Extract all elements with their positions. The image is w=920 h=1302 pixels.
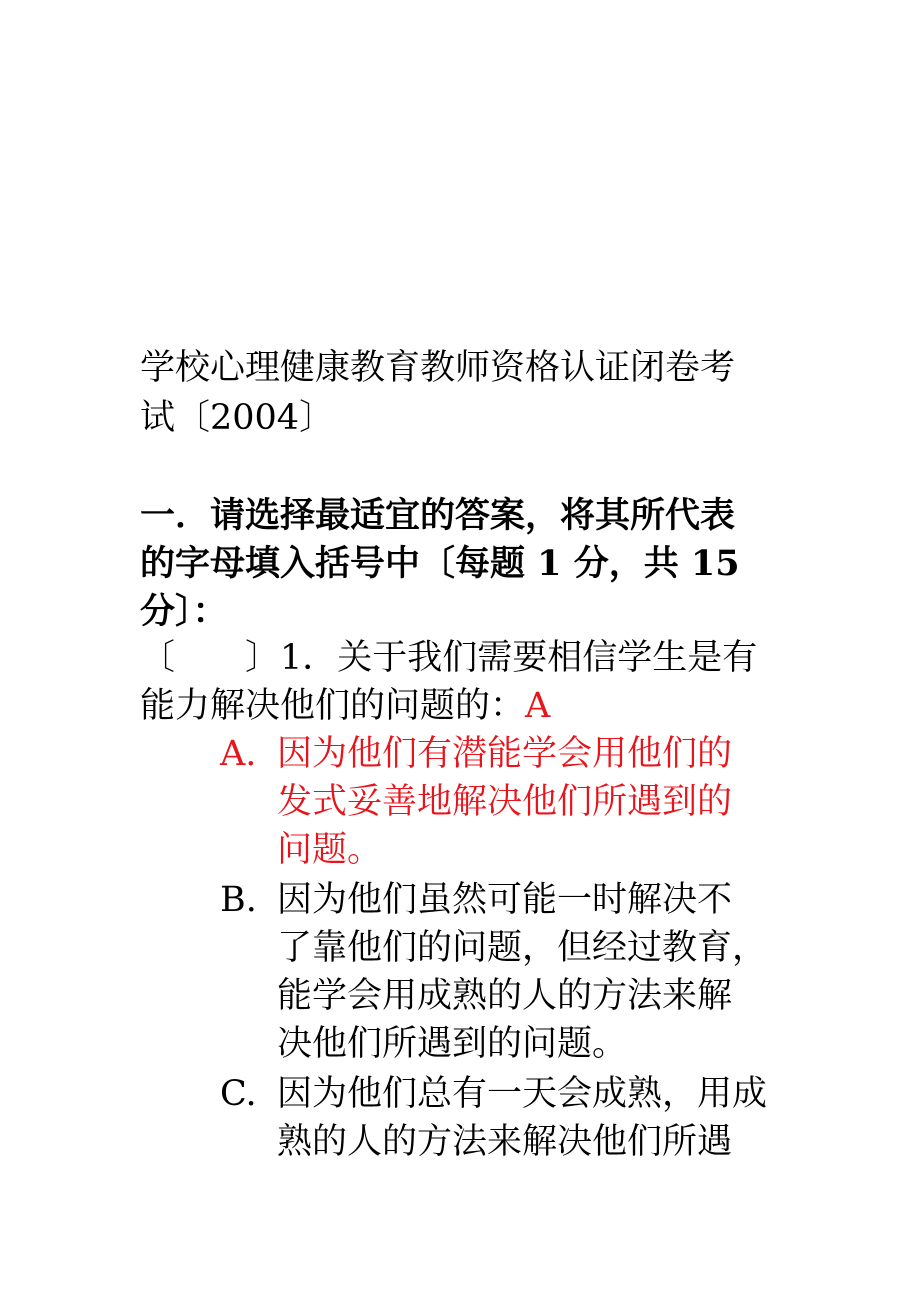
section-heading-line-2: 的字母填入括号中〔每题 1 分，共 15: [140, 543, 740, 584]
question-1-stem-line-1: 〔 〕1．关于我们需要相信学生是有: [140, 638, 758, 678]
option-b-line-1: 因为他们虽然可能一时解决不: [277, 880, 733, 920]
option-a-line-2: 发式妥善地解决他们所遇到的: [277, 782, 733, 822]
option-c-letter: C.: [220, 1074, 257, 1114]
option-c-line-1: 因为他们总有一天会成熟，用成: [277, 1074, 768, 1114]
question-1-stem-text: 能力解决他们的问题的：: [140, 686, 526, 726]
section-heading-line-1: 一．请选择最适宜的答案，将其所代表: [140, 495, 736, 536]
option-b-line-4: 决他们所遇到的问题。: [277, 1024, 628, 1064]
question-1-stem-line-2: [140, 682, 550, 730]
exam-title-line-1: 学校心理健康教育教师资格认证闭卷考: [140, 348, 736, 388]
section-heading-line-3: 分〕：: [140, 591, 228, 632]
exam-title-line-2: 试〔2004〕: [140, 398, 335, 438]
option-c-line-2: 熟的人的方法来解决他们所遇: [277, 1122, 733, 1162]
option-a-line-3: 问题。: [277, 830, 383, 870]
option-b-letter: B.: [220, 880, 257, 920]
option-a-letter: A.: [220, 734, 257, 774]
question-1-answer: A: [525, 686, 551, 726]
option-b-line-3: 能学会用成熟的人的方法来解: [277, 976, 733, 1016]
option-b-line-2: 了靠他们的问题，但经过教育，: [277, 928, 768, 968]
option-a-line-1: 因为他们有潜能学会用他们的: [277, 734, 733, 774]
